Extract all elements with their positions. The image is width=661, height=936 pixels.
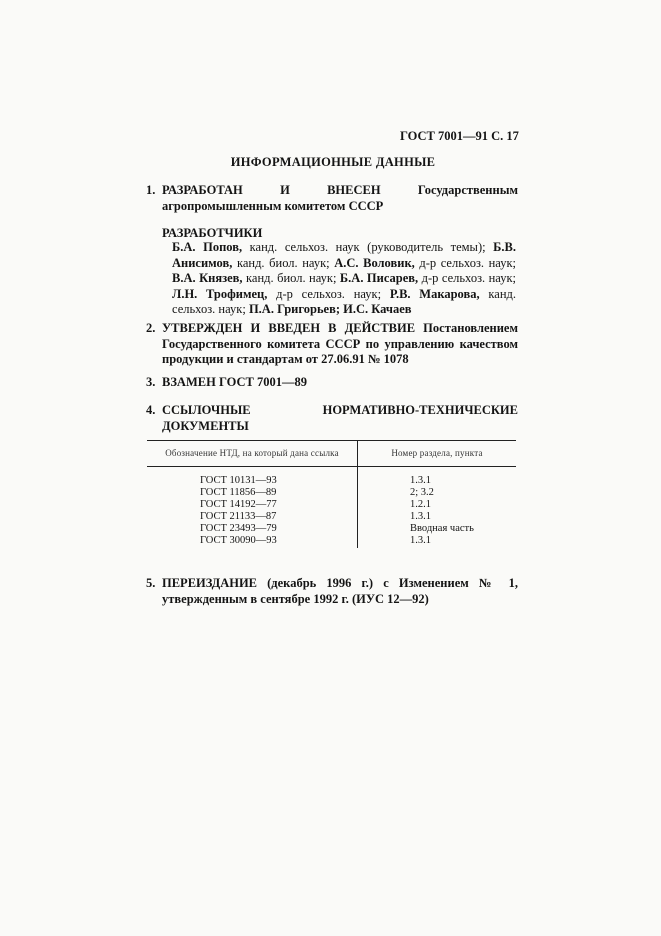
section-number: 1. — [146, 183, 156, 197]
table-cell-section: 1.3.1 — [410, 511, 431, 522]
section-text: ВЗАМЕН ГОСТ 7001—89 — [162, 375, 307, 389]
section-number: 5. — [146, 576, 156, 590]
section-number: 3. — [146, 375, 156, 389]
table-header-document: Обозначение НТД, на который дана ссылка — [165, 448, 339, 458]
developer-title: канд. сельхоз. наук; — [172, 286, 516, 316]
developer-name: П.А. Григорьев; И.С. Качаев — [245, 302, 412, 316]
developers-heading: РАЗРАБОТЧИКИ — [162, 226, 263, 240]
table-cell-section: 1.2.1 — [410, 499, 431, 510]
table-cell-document: ГОСТ 30090—93 — [200, 535, 277, 546]
document-title: ИНФОРМАЦИОННЫЕ ДАННЫЕ — [230, 155, 436, 169]
section-text: РАЗРАБОТАН И ВНЕСЕН Государственным агропромышленным комитетом СССР — [162, 183, 518, 213]
developer-name: Б.В. Анисимов, — [172, 240, 517, 270]
table-cell-document: ГОСТ 14192—77 — [200, 499, 277, 510]
table-cell-section: Вводная часть — [410, 523, 474, 534]
section-1 — [146, 183, 518, 214]
section-text: УТВЕРЖДЕН И ВВЕДЕН В ДЕЙСТВИЕ Постановлением Государственного комитета СССР по управлению качеством продукции и стандартам от 27.06.91 № 1078 — [162, 321, 518, 366]
developer-name: В.А. Князев, — [172, 271, 243, 285]
table-header-section: Номер раздела, пункта — [391, 448, 483, 458]
section-2 — [146, 321, 518, 368]
section-number: 4. — [146, 403, 156, 417]
table-cell-document: ГОСТ 23493—79 — [200, 523, 277, 534]
developer-name: Р.В. Макарова, — [381, 286, 480, 301]
table-header-rule — [147, 466, 516, 467]
page-header: ГОСТ 7001—91 С. 17 — [400, 129, 519, 143]
table-cell-section: 2; 3.2 — [410, 487, 434, 498]
section-4 — [146, 403, 518, 434]
developer-title: канд. сельхоз. наук (руководитель темы); — [242, 240, 486, 254]
table-cell-document: ГОСТ 10131—93 — [200, 475, 277, 486]
developer-name: А.С. Воловик, — [329, 255, 415, 270]
developer-title: канд. биол. наук; — [232, 255, 330, 270]
table-top-rule — [147, 440, 516, 441]
table-cell-document: ГОСТ 11856—89 — [200, 487, 277, 498]
table-cell-section: 1.3.1 — [410, 475, 431, 486]
section-text: ССЫЛОЧНЫЕ НОРМАТИВНО-ТЕХНИЧЕСКИЕ ДОКУМЕНТЫ — [162, 403, 518, 433]
developer-title: д-р сельхоз. наук; — [267, 286, 382, 301]
developer-name: Б.А. Писарев, — [336, 271, 419, 285]
developer-title: канд. биол. наук; — [242, 271, 337, 285]
section-text: ПЕРЕИЗДАНИЕ (декабрь 1996 г.) с Изменением № 1, утвержденным в сентябре 1992 г. (ИУС 12—92) — [162, 576, 518, 606]
section-number: 2. — [146, 321, 156, 335]
developer-title: д-р сельхоз. наук; — [414, 255, 516, 270]
developer-name: Б.А. Попов, — [172, 240, 243, 254]
table-cell-section: 1.3.1 — [410, 535, 431, 546]
developers-list — [172, 240, 516, 318]
developer-name: Л.Н. Трофимец, — [172, 286, 268, 301]
section-5 — [146, 576, 518, 607]
section-3 — [146, 375, 518, 391]
developer-title: д-р сельхоз. наук; — [418, 271, 516, 285]
reference-table — [147, 440, 516, 548]
table-cell-document: ГОСТ 21133—87 — [200, 511, 277, 522]
